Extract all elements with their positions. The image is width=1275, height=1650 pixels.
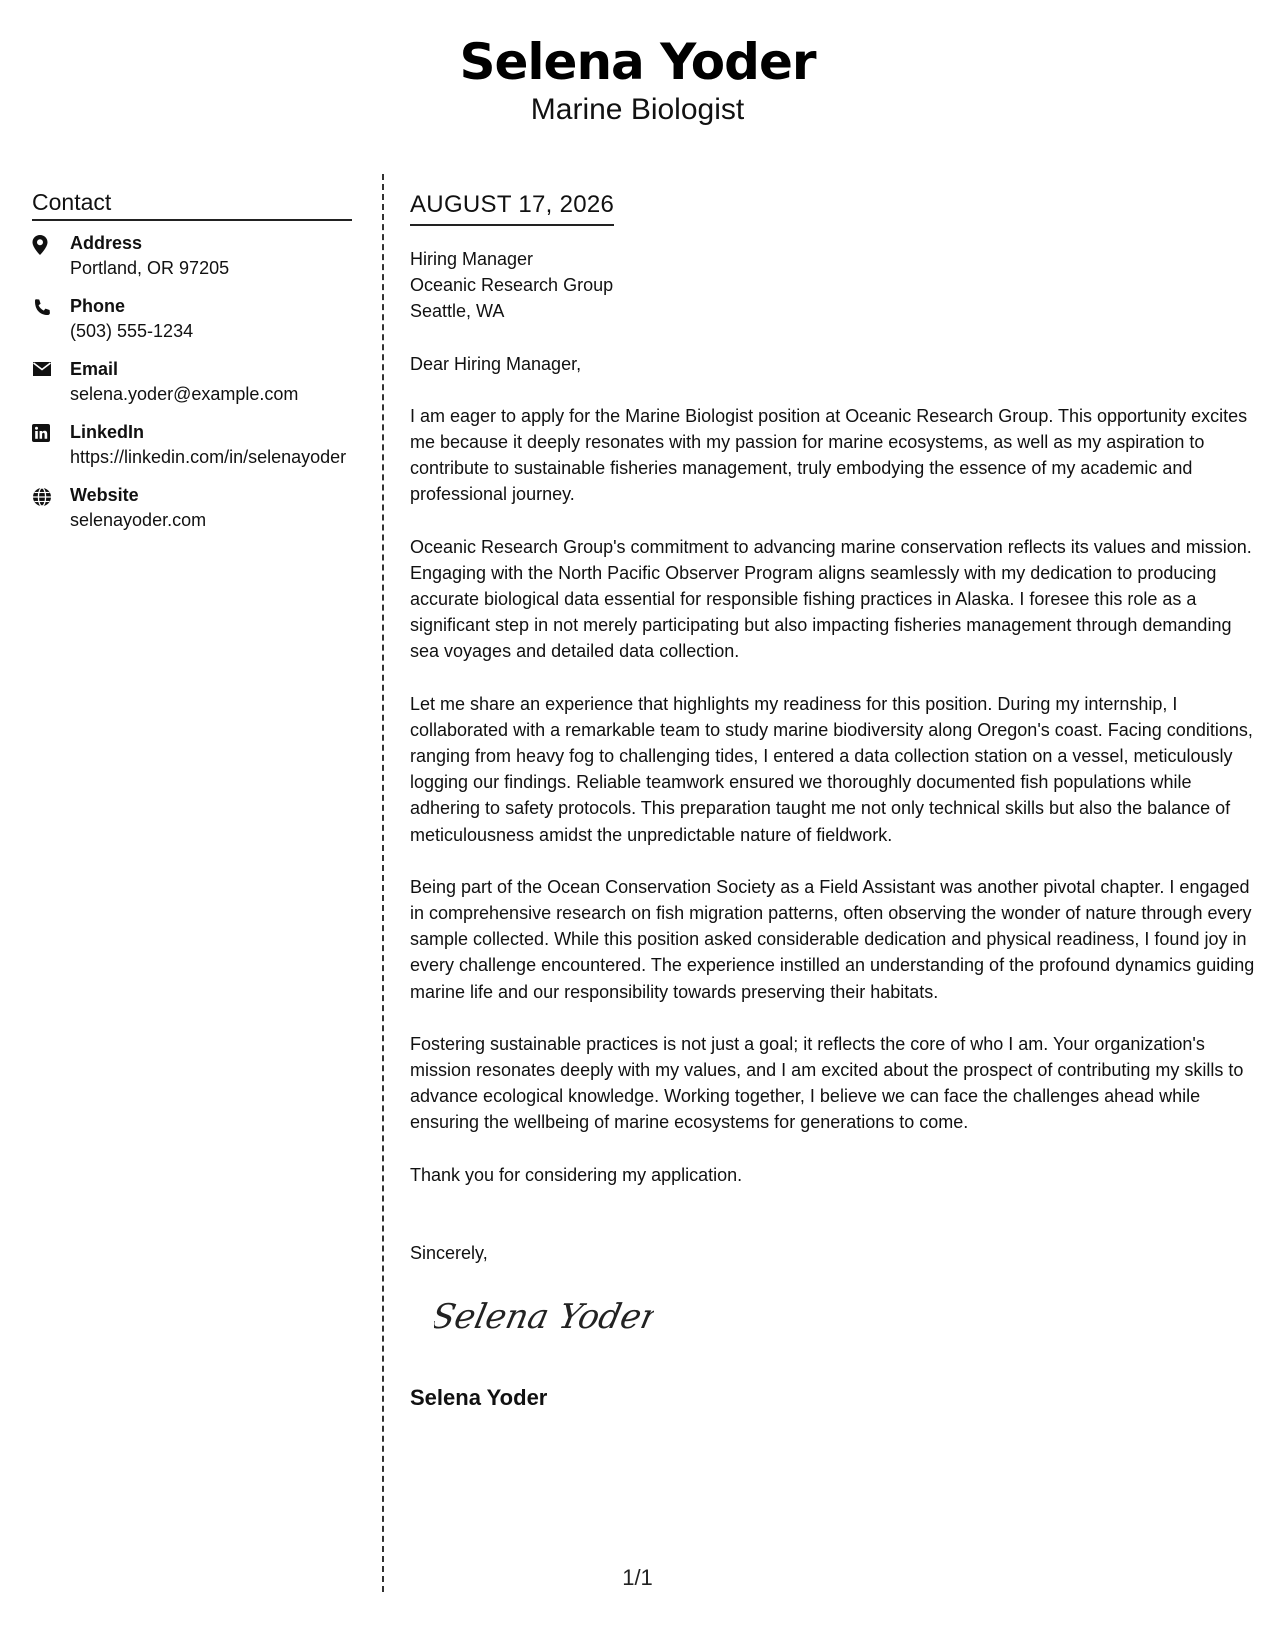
signer-name: Selena Yoder	[410, 1385, 548, 1411]
recipient-line: Seattle, WA	[410, 301, 505, 322]
contact-item-email	[32, 357, 352, 407]
contact-label: Address	[70, 233, 143, 253]
contact-item-phone	[32, 294, 352, 344]
recipient-block	[410, 246, 1258, 325]
paragraph: Fostering sustainable practices is not just a goal; it reflects the core of who I am. Your organization's mission resonates deeply with my values, and I am excited about the prospect of contributing my skills to advance ecological knowledge. Working together, I believe we can face the challenges ahead while ensuring the wellbeing of marine ecosystems for generations to come.	[410, 1033, 1244, 1133]
linkedin-icon	[32, 420, 70, 442]
address-value: Portland, OR 97205	[70, 258, 230, 278]
page-number: 1/1	[622, 1565, 653, 1590]
linkedin-value: https://linkedin.com/in/selenayoder	[70, 447, 347, 467]
svg-text:Selena Yoder: Selena Yoder	[434, 1297, 654, 1337]
phone-value: (503) 555-1234	[70, 321, 194, 341]
contact-heading: Contact	[32, 188, 352, 221]
contact-label: Phone	[70, 296, 126, 316]
contact-item-linkedin	[32, 420, 352, 470]
applicant-title: Marine Biologist	[530, 93, 745, 126]
phone-icon	[32, 294, 70, 318]
recipient-line: Hiring Manager	[410, 249, 534, 269]
globe-icon	[32, 483, 70, 507]
paragraph: Being part of the Ocean Conservation Society as a Field Assistant was another pivotal chapter. I engaged in comprehensive research on fish migration patterns, often observing the wonder of nature through every sample collected. While this position asked considerable dedication and physical readiness, I found joy in every challenge encountered. The experience instilled an understanding of the profound dynamics guiding marine life and our responsibility towards preserving their habitats.	[410, 876, 1255, 1002]
paragraph: Let me share an experience that highlights my readiness for this position. During my internship, I collaborated with a remarkable team to study marine biodiversity along Oregon's coast. Facing conditions, ranging from heavy fog to challenging tides, I entered a data collection station on a vessel, meticulously logging our findings. Reliable teamwork ensured we thoroughly documented fish populations while adhering to safety protocols. This preparation taught me not only technical skills but also the balance of meticulousness amidst the unpredictable nature of fieldwork.	[410, 693, 1253, 845]
paragraph: Oceanic Research Group's commitment to advancing marine conservation reflects its values and mission. Engaging with the North Pacific Observer Program aligns seamlessly with my dedication to producing accurate biological data essential for responsible fishing practices in Alaska. I foresee this role as a significant step in not merely participating but also impacting fisheries management through demanding sea voyages and detailed data collection.	[410, 536, 1252, 662]
letter-body	[410, 190, 1258, 1412]
contact-label: Email	[70, 359, 119, 379]
contact-item-website	[32, 483, 352, 533]
column-divider	[382, 174, 384, 1592]
page-header	[0, 30, 1275, 128]
contact-list	[32, 231, 352, 533]
contact-label: Website	[70, 485, 139, 505]
contact-sidebar	[32, 188, 352, 546]
contact-item-address	[32, 231, 352, 281]
map-pin-icon	[32, 231, 70, 255]
handwritten-signature	[434, 1288, 1258, 1355]
email-value: selena.yoder@example.com	[70, 384, 299, 404]
contact-label: LinkedIn	[70, 422, 145, 442]
closing: Sincerely,	[410, 1242, 488, 1263]
paragraph: Thank you for considering my application.	[410, 1164, 743, 1185]
greeting: Dear Hiring Manager,	[410, 353, 582, 374]
paragraph: I am eager to apply for the Marine Biologist position at Oceanic Research Group. This opportunity excites me because it deeply resonates with my passion for marine ecosystems, as well as my aspiration to contribute to sustainable fisheries management, truly embodying the essence of my academic and professional journey.	[410, 405, 1248, 505]
recipient-line: Oceanic Research Group	[410, 275, 614, 296]
website-value: selenayoder.com	[70, 510, 207, 530]
applicant-name: Selena Yoder	[459, 33, 816, 91]
envelope-icon	[32, 357, 70, 377]
letter-date: AUGUST 17, 2026	[410, 190, 614, 226]
